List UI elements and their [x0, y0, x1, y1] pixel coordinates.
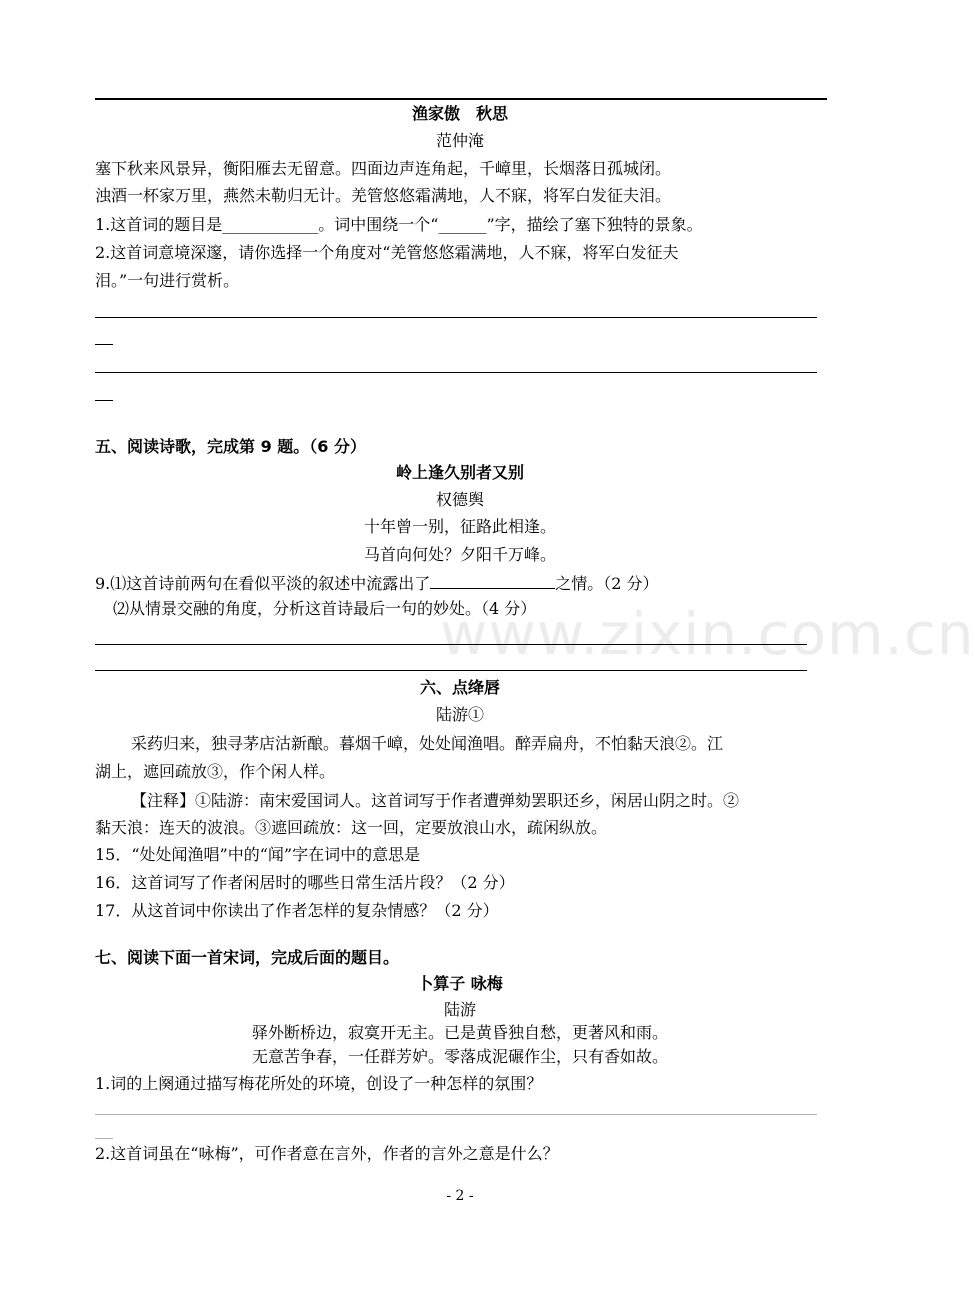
question-9-1: 9.⑴这首诗前两句在看似平淡的叙述中流露出了 之情。（2 分）: [95, 574, 659, 593]
question-1: 1.词的上阕通过描写梅花所处的环境，创设了一种怎样的氛围？: [95, 1074, 543, 1093]
poem-title: 岭上逢久别者又别: [395, 463, 524, 482]
answer-line: [95, 372, 817, 373]
notes-line1: 【注释】①陆游：南宋爱国词人。这首词写于作者遭弹劾罢职还乡，闲居山阴之时。②: [131, 791, 740, 810]
watermark: www.zixin.com.cn: [440, 600, 975, 668]
poem-line: 浊酒一杯家万里，燕然未勒归无计。羌管悠悠霜满地，人不寐，将军白发征夫泪。: [95, 186, 672, 205]
section-heading: 六、点绛唇: [419, 678, 500, 697]
poem-author: 范仲淹: [435, 131, 484, 150]
question-16: 16．这首词写了作者闲居时的哪些日常生活片段？（2 分）: [95, 873, 515, 892]
section-heading: 五、阅读诗歌，完成第 9 题。（6 分）: [95, 437, 366, 456]
poem-line: 无意苦争春，一任群芳妒。零落成泥碾作尘，只有香如故。: [251, 1047, 668, 1066]
poem-line: 塞下秋来风景异，衡阳雁去无留意。四面边声连角起，千嶂里，长烟落日孤城闭。: [95, 159, 672, 178]
header-rule: [95, 98, 827, 100]
poem-paragraph-line1: 采药归来，独寻茅店沽新酿。暮烟千嶂，处处闻渔唱。醉弄扁舟，不怕黏天浪②。江: [131, 734, 724, 753]
question-9-2: ⑵从情景交融的角度，分析这首诗最后一句的妙处。（4 分）: [113, 599, 537, 618]
question-2-line2: 泪。”一句进行赏析。: [95, 271, 240, 290]
answer-line-tail: [95, 1138, 113, 1139]
answer-line: [95, 644, 807, 645]
answer-line: [95, 317, 817, 318]
poem-author: 权德舆: [435, 490, 484, 509]
poem-line: 十年曾一别，征路此相逢。: [363, 517, 556, 536]
page-number: - 2 -: [446, 1188, 474, 1204]
poem-line: 马首向何处？夕阳千万峰。: [363, 545, 556, 564]
answer-line: [95, 670, 807, 671]
section-heading: 七、阅读下面一首宋词，完成后面的题目。: [95, 948, 400, 967]
poem-title: 渔家傲 秋思: [411, 104, 508, 123]
question-2-line1: 2.这首词意境深邃，请你选择一个角度对“羌管悠悠霜满地，人不寐，将军白发征夫: [95, 243, 679, 262]
question-1: 1.这首词的题目是____________。词中围绕一个“______”字，描绘了塞下独特的景象。: [95, 215, 703, 234]
answer-line: [95, 1114, 817, 1115]
answer-line-tail: [95, 344, 113, 345]
poem-author: 陆游①: [435, 705, 484, 724]
question-2: 2.这首词虽在“咏梅”，可作者意在言外，作者的言外之意是什么？: [95, 1144, 559, 1163]
poem-paragraph-line2: 湖上，遮回疏放③，作个闲人样。: [95, 762, 336, 781]
fill-blank[interactable]: [430, 572, 555, 589]
poem-title: 卜算子 咏梅: [417, 974, 503, 993]
answer-line-tail: [95, 400, 113, 401]
question-17: 17．从这首词中你读出了作者怎样的复杂情感？（2 分）: [95, 901, 499, 920]
poem-author: 陆游: [443, 1000, 476, 1019]
notes-line2: 黏天浪：连天的波浪。③遮回疏放：这一回，定要放浪山水，疏闲纵放。: [95, 818, 608, 837]
poem-line: 驿外断桥边，寂寞开无主。已是黄昏独自愁，更著风和雨。: [251, 1023, 668, 1042]
question-15: 15．“处处闻渔唱”中的“闻”字在词中的意思是: [95, 845, 421, 864]
